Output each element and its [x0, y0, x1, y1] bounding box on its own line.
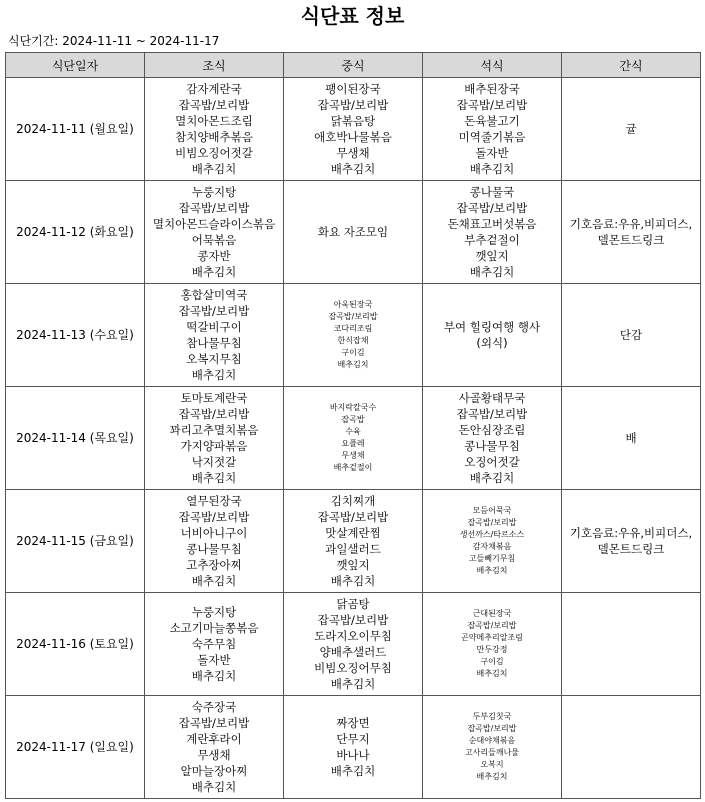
- header-snack: 간식: [562, 53, 701, 78]
- breakfast-cell: [145, 387, 284, 490]
- menu-item: 부추겉절이: [464, 233, 520, 247]
- date-cell: 2024-11-14 (목요일): [6, 387, 145, 490]
- menu-item: 배추겉절이: [333, 463, 373, 472]
- menu-item: 팽이된장국: [325, 82, 381, 96]
- menu-item: 무생채: [197, 748, 231, 762]
- meal-table-body: [6, 78, 701, 799]
- menu-item: 오복지무침: [186, 352, 242, 366]
- menu-item: 소고기마늘쫑볶음: [169, 621, 259, 635]
- menu-item: 돌자반: [475, 146, 509, 160]
- menu-item: 도라지오이무침: [314, 629, 392, 643]
- menu-item: 잡곡밥/보리밥: [467, 724, 517, 733]
- menu-item: 잡곡밥/보리밥: [328, 312, 378, 321]
- menu-item: 애호박나물볶음: [314, 130, 392, 144]
- menu-item: 바지락칼국수: [329, 403, 377, 412]
- table-header-row: [6, 53, 701, 78]
- snack-cell: [562, 284, 701, 387]
- menu-item: 잡곡밥/보리밥: [178, 201, 250, 215]
- menu-item: 잡곡밥/보리밥: [317, 613, 389, 627]
- table-row: [6, 387, 701, 490]
- menu-item: 감자채볶음: [472, 542, 512, 551]
- dinner-cell: [423, 181, 562, 284]
- lunch-cell: [284, 696, 423, 799]
- menu-item: 잡곡밥/보리밥: [456, 201, 528, 215]
- menu-item: 너비아니구이: [180, 526, 248, 540]
- menu-item: 만두강정: [476, 645, 508, 654]
- menu-item: 참치양배추볶음: [175, 130, 253, 144]
- menu-item: 숙주장국: [191, 700, 237, 714]
- table-row: [6, 284, 701, 387]
- snack-cell: [562, 78, 701, 181]
- menu-item: 배추김치: [469, 162, 515, 176]
- menu-item: 잡곡밥/보리밥: [317, 510, 389, 524]
- menu-item: 멸치아몬드슬라이스볶음: [152, 217, 276, 231]
- snack-cell: [562, 181, 701, 284]
- date-cell: 2024-11-12 (화요일): [6, 181, 145, 284]
- menu-item: 잡곡밥/보리밥: [178, 98, 250, 112]
- menu-item: 멸치아몬드조림: [175, 114, 253, 128]
- menu-item: 배추김치: [191, 265, 237, 279]
- snack-cell: [562, 490, 701, 593]
- menu-item: 콩자반: [197, 249, 231, 263]
- header-dinner: 석식: [423, 53, 562, 78]
- menu-item: 홍합살미역국: [180, 288, 248, 302]
- menu-item: 배추김치: [191, 574, 237, 588]
- table-row: [6, 490, 701, 593]
- breakfast-cell: [145, 490, 284, 593]
- menu-item: 콩나물무침: [186, 542, 242, 556]
- menu-item: 닭곰탕: [336, 597, 370, 611]
- menu-item: 잡곡밥: [341, 415, 365, 424]
- menu-item: 돌자반: [197, 653, 231, 667]
- date-cell: 2024-11-11 (월요일): [6, 78, 145, 181]
- lunch-cell: [284, 490, 423, 593]
- menu-item: 귤: [625, 122, 637, 136]
- menu-item: 열무된장국: [186, 494, 242, 508]
- menu-item: 잡곡밥/보리밥: [178, 510, 250, 524]
- date-cell: 2024-11-13 (수요일): [6, 284, 145, 387]
- date-cell: 2024-11-17 (일요일): [6, 696, 145, 799]
- breakfast-cell: [145, 181, 284, 284]
- menu-item: 떡갈비구이: [186, 320, 242, 334]
- menu-item: 구이김: [341, 348, 365, 357]
- menu-item: 과일샐러드: [325, 542, 381, 556]
- menu-item: 무생채: [341, 451, 365, 460]
- lunch-cell: [284, 387, 423, 490]
- menu-item: 요플레: [341, 439, 365, 448]
- menu-item: 단감: [619, 328, 643, 342]
- lunch-cell: [284, 284, 423, 387]
- menu-item: 고들빼기무침: [468, 554, 516, 563]
- menu-item: 기호음료:우유,비피더스,: [569, 217, 693, 231]
- date-cell: 2024-11-16 (토요일): [6, 593, 145, 696]
- breakfast-cell: [145, 78, 284, 181]
- menu-item: 순대야채볶음: [468, 736, 516, 745]
- header-lunch: 중식: [284, 53, 423, 78]
- header-date: 식단일자: [6, 53, 145, 78]
- menu-item: 잡곡밥/보리밥: [467, 518, 517, 527]
- menu-item: 짜장면: [336, 716, 370, 730]
- menu-item: 배추김치: [476, 772, 508, 781]
- menu-item: 깻잎지: [475, 249, 509, 263]
- menu-item: 배추김치: [337, 360, 369, 369]
- snack-cell: [562, 593, 701, 696]
- menu-item: 고사리들깨나물: [464, 748, 520, 757]
- menu-item: 누룽지탕: [191, 605, 237, 619]
- date-cell: 2024-11-15 (금요일): [6, 490, 145, 593]
- menu-item: 양배추샐러드: [319, 645, 387, 659]
- menu-item: 배추김치: [330, 764, 376, 778]
- menu-item: 콩나물무침: [464, 439, 520, 453]
- breakfast-cell: [145, 593, 284, 696]
- menu-item: 배추김치: [191, 162, 237, 176]
- menu-item: 미역줄기볶음: [458, 130, 526, 144]
- menu-period: 식단기간: 2024-11-11 ~ 2024-11-17: [8, 34, 220, 48]
- menu-item: 잡곡밥/보리밥: [456, 407, 528, 421]
- menu-item: 곤약메추리알조림: [461, 633, 523, 642]
- menu-item: 비빔오징어무침: [314, 661, 392, 675]
- menu-item: 배추김치: [191, 669, 237, 683]
- menu-item: 배추김치: [469, 265, 515, 279]
- menu-item: 배추김치: [330, 677, 376, 691]
- lunch-cell: [284, 181, 423, 284]
- menu-item: 아욱된장국: [333, 300, 373, 309]
- menu-item: 무생채: [336, 146, 370, 160]
- lunch-cell: [284, 78, 423, 181]
- menu-item: 배추김치: [191, 780, 237, 794]
- menu-item: 배추김치: [330, 574, 376, 588]
- menu-item: 델몬트드링크: [597, 542, 665, 556]
- table-row: [6, 696, 701, 799]
- dinner-cell: [423, 696, 562, 799]
- menu-item: 코다리조림: [333, 324, 373, 333]
- header-breakfast: 조식: [145, 53, 284, 78]
- menu-item: 두부김칫국: [472, 712, 512, 721]
- menu-item: 배추김치: [476, 566, 508, 575]
- lunch-cell: [284, 593, 423, 696]
- menu-item: 가지양파볶음: [180, 439, 248, 453]
- menu-item: 근대된장국: [472, 609, 512, 618]
- menu-item: 배추김치: [469, 471, 515, 485]
- menu-item: 배: [625, 431, 637, 445]
- menu-item: 꽈리고추멸치볶음: [169, 423, 259, 437]
- dinner-cell: [423, 593, 562, 696]
- menu-item: 한식잡채: [337, 336, 369, 345]
- menu-item: 잡곡밥/보리밥: [178, 407, 250, 421]
- menu-item: 단무지: [336, 732, 370, 746]
- menu-item: 바나나: [336, 748, 370, 762]
- dinner-cell: [423, 78, 562, 181]
- menu-item: 배추김치: [330, 162, 376, 176]
- meal-table: [5, 52, 701, 799]
- menu-item: (외식): [476, 336, 508, 350]
- menu-item: 돈채표고버섯볶음: [447, 217, 537, 231]
- snack-cell: [562, 387, 701, 490]
- menu-item: 맛살계란찜: [325, 526, 381, 540]
- menu-item: 알마늘장아찌: [180, 764, 248, 778]
- menu-item: 부여 힐링여행 행사: [443, 320, 541, 334]
- menu-item: 잡곡밥/보리밥: [456, 98, 528, 112]
- table-row: [6, 593, 701, 696]
- menu-item: 수육: [345, 427, 361, 436]
- menu-item: 배추김치: [476, 669, 508, 678]
- menu-item: 배추김치: [191, 471, 237, 485]
- menu-item: 사골황태무국: [458, 391, 526, 405]
- menu-item: 잡곡밥/보리밥: [178, 716, 250, 730]
- menu-item: 배추된장국: [464, 82, 520, 96]
- menu-item: 고추장아찌: [186, 558, 242, 572]
- menu-item: 토마토계란국: [180, 391, 248, 405]
- menu-item: 돈육불고기: [464, 114, 520, 128]
- table-row: [6, 78, 701, 181]
- menu-item: 닭볶음탕: [330, 114, 376, 128]
- menu-item: 숙주무침: [191, 637, 237, 651]
- menu-item: 기호음료:우유,비피더스,: [569, 526, 693, 540]
- menu-item: 구이김: [480, 657, 504, 666]
- menu-item: 잡곡밥/보리밥: [178, 304, 250, 318]
- menu-item: 비빔오징어젓갈: [175, 146, 253, 160]
- menu-item: 배추김치: [191, 368, 237, 382]
- menu-item: 김치찌개: [330, 494, 376, 508]
- menu-item: 돈안심장조림: [458, 423, 526, 437]
- menu-item: 오복지: [480, 760, 504, 769]
- table-row: [6, 181, 701, 284]
- page-title: 식단표 정보: [300, 4, 405, 28]
- menu-item: 잡곡밥/보리밥: [317, 98, 389, 112]
- breakfast-cell: [145, 696, 284, 799]
- menu-item: 잡곡밥/보리밥: [467, 621, 517, 630]
- dinner-cell: [423, 387, 562, 490]
- menu-item: 낙지젓갈: [191, 455, 237, 469]
- menu-item: 깻잎지: [336, 558, 370, 572]
- dinner-cell: [423, 490, 562, 593]
- menu-item: 누룽지탕: [191, 185, 237, 199]
- menu-item: 참나물무침: [186, 336, 242, 350]
- menu-item: 감자계란국: [186, 82, 242, 96]
- menu-item: 콩나물국: [469, 185, 515, 199]
- dinner-cell: [423, 284, 562, 387]
- menu-item: 어묵볶음: [191, 233, 237, 247]
- menu-item: 모듬어묵국: [472, 506, 512, 515]
- menu-item: 오징어젓갈: [464, 455, 520, 469]
- menu-item: 계란후라이: [186, 732, 242, 746]
- menu-item: 델몬트드링크: [597, 233, 665, 247]
- snack-cell: [562, 696, 701, 799]
- menu-item: 화요 자조모임: [317, 225, 389, 239]
- breakfast-cell: [145, 284, 284, 387]
- menu-item: 생선까스/타르소스: [459, 530, 525, 539]
